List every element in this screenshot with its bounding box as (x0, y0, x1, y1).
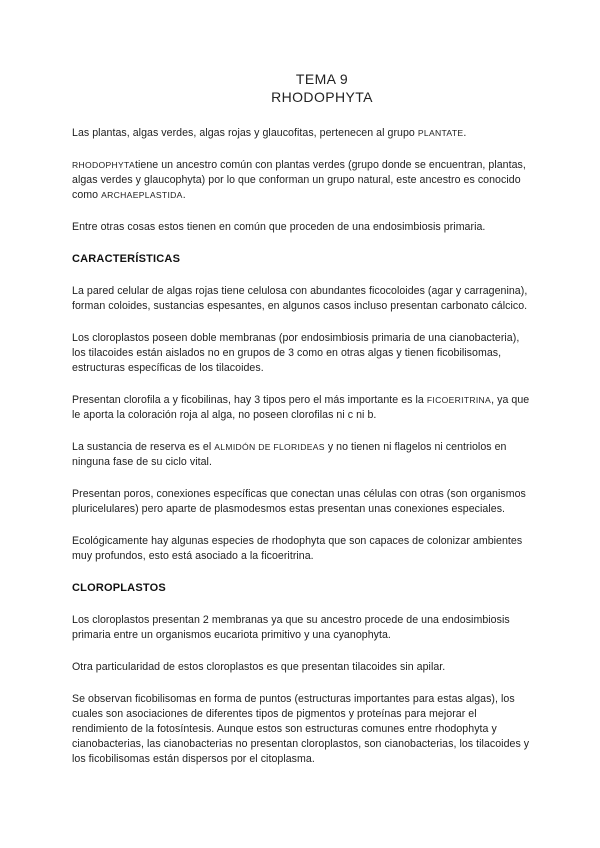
car-p3-text: Presentan clorofila a y ficobilinas, hay 3 tipos pero el más importante es la (72, 394, 427, 406)
page-title: TEMA 9 (295, 71, 349, 87)
intro-p2-text: tiene un ancestro común con plantas verdes (grupo donde se encuentran, plantas, algas verdes y glaucophyta) por lo que conforman un grupo natural, este ancestro es conocido como (72, 159, 526, 201)
term-archaeplastida: ARCHAEPLASTIDA (101, 190, 183, 200)
caracteristicas-paragraph-6: Ecológicamente hay algunas especies de rhodophyta que son capaces de colonizar ambientes muy profundos, esto está asociado a la ficoeritrina. (72, 535, 523, 562)
car-p4-end: y no tienen ni flagelos ni centriolos en ninguna fase de su ciclo vital. (72, 441, 507, 468)
title-block (110, 70, 534, 106)
term-ficoeritrina: FICOERITRINA (426, 395, 492, 405)
caracteristicas-paragraph-2: Los cloroplastos poseen doble membranas (por endosimbiosis primaria de una cianobacteria), los tilacoides están aislados no en grupos de 3 como en otras algas y tienen ficobilisomas, estructuras específicas de los tilacoides. (72, 332, 520, 374)
term-plantate: PLANTATE (417, 128, 464, 138)
caracteristicas-paragraph-4 (72, 440, 534, 470)
heading-caracteristicas: CARACTERÍSTICAS (72, 253, 181, 265)
term-rhodophyta: RHODOPHYTA (72, 160, 136, 170)
car-p4-text: La sustancia de reserva es el (72, 441, 215, 453)
heading-cloroplastos: CLOROPLASTOS (72, 582, 166, 594)
term-almidon-de-florideas: ALMIDÓN DE FLORIDEAS (214, 442, 325, 452)
caracteristicas-paragraph-3 (72, 393, 534, 423)
caracteristicas-paragraph-1: La pared celular de algas rojas tiene celulosa con abundantes ficocoloides (agar y carragenina), forman coloides, sustancias espesantes, en algunos casos incluso presentan carbonato cálcico. (72, 285, 528, 312)
intro-p1-end: . (463, 127, 467, 139)
car-p3-end: , ya que le aporta la coloración roja al alga, no poseen clorofilas ni c ni b. (72, 394, 530, 421)
caracteristicas-paragraph-5: Presentan poros, conexiones específicas que conectan unas células con otras (son organismos pluricelulares) pero aparte de plasmodesmos estas presentan unas conexiones especiales. (72, 488, 526, 515)
cloroplastos-paragraph-3: Se observan ficobilisomas en forma de puntos (estructuras importantes para estas algas), los cuales son asociaciones de diferentes tipos de pigmentos y proteínas para mejorar el rendimiento de la fotosíntesis. Aunque estos son estructuras comunes entre rhodophyta y cianobacterias, las cianobacterias no presentan cloroplastos, son cianobacterias, los tilacoides y los ficobilisomas están dispersos por el citoplasma. (72, 693, 530, 765)
intro-paragraph-2 (72, 158, 534, 203)
intro-paragraph-1 (72, 126, 534, 141)
page-subtitle: RHODOPHYTA (271, 89, 373, 105)
intro-p1-text: Las plantas, algas verdes, algas rojas y glaucofitas, pertenecen al grupo (72, 127, 418, 139)
intro-p2-end: . (182, 189, 186, 201)
cloroplastos-paragraph-1: Los cloroplastos presentan 2 membranas ya que su ancestro procede de una endosimbiosis primaria entre un organismos eucariota primitivo y una cyanophyta. (72, 614, 510, 641)
intro-paragraph-3: Entre otras cosas estos tienen en común que proceden de una endosimbiosis primaria. (72, 221, 486, 233)
document-page (72, 70, 534, 784)
cloroplastos-paragraph-2: Otra particularidad de estos cloroplastos es que presentan tilacoides sin apilar. (72, 661, 446, 673)
